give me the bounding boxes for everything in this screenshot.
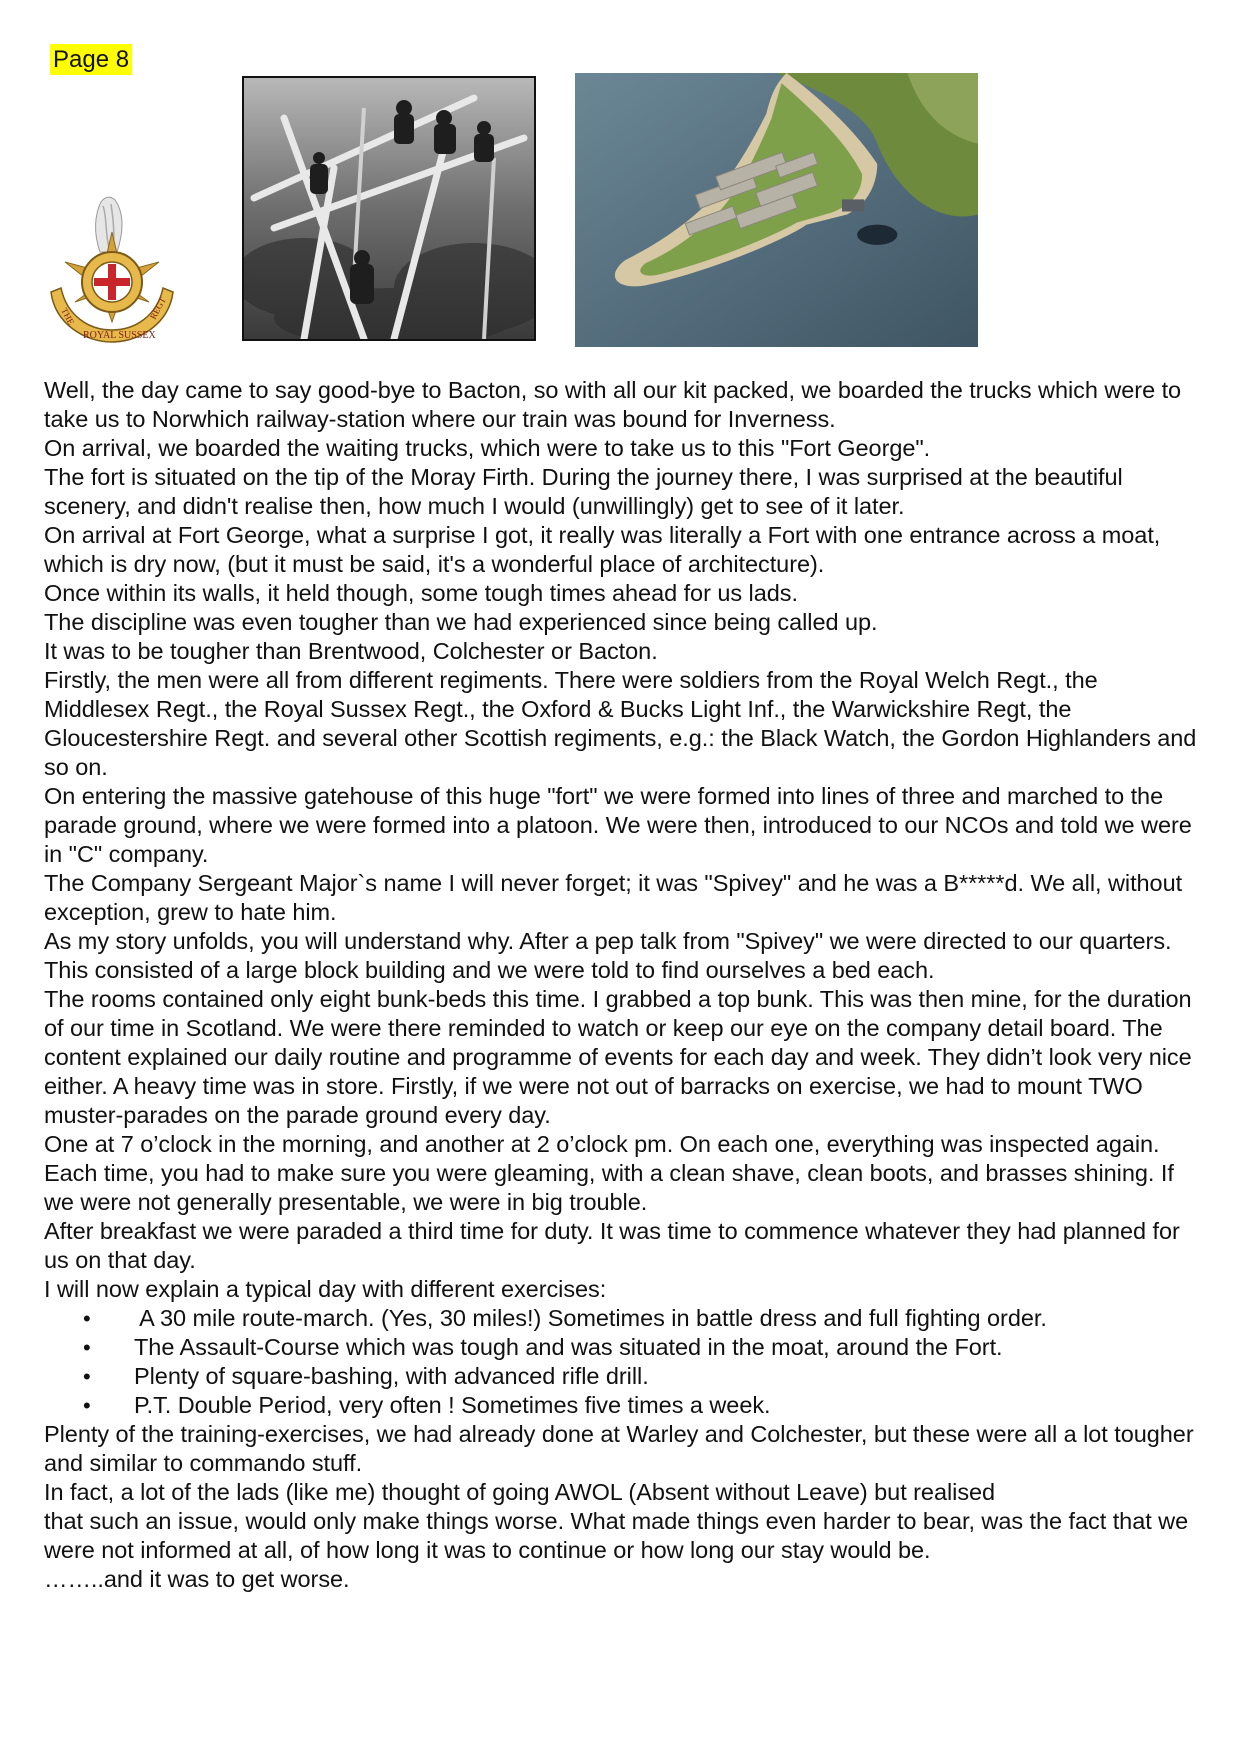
- list-item-text: P.T. Double Period, very often ! Sometimes five times a week.: [134, 1392, 771, 1418]
- story-paragraph: It was to be tougher than Brentwood, Colchester or Bacton.: [44, 638, 658, 664]
- bullet-icon: •: [83, 1393, 91, 1418]
- story-paragraph: The fort is situated on the tip of the Moray Firth. During the journey there, I was surprised at the beautiful scenery, and didn't realise then, how much I would (unwillingly) get to see of it later.: [44, 464, 1123, 519]
- bullet-icon: •: [83, 1335, 91, 1360]
- story-paragraph: I will now explain a typical day with different exercises:: [44, 1276, 607, 1302]
- story-paragraph: On entering the massive gatehouse of this huge "fort" we were formed into lines of three and marched to the parade ground, where we were formed into a platoon. We were then, introduced to our NCOs and told we were in "C" company.: [44, 783, 1192, 867]
- badge-text-right: REGT: [147, 295, 168, 321]
- exercise-list: [44, 1304, 1199, 1420]
- story-body: [44, 376, 1199, 1594]
- story-paragraph: On arrival, we boarded the waiting trucks, which were to take us to this "Fort George".: [44, 435, 931, 461]
- story-paragraph: Well, the day came to say good-bye to Bacton, so with all our kit packed, we boarded the trucks which were to take us to Norwhich railway-station where our train was bound for Inverness.: [44, 377, 1182, 432]
- bullet-icon: •: [83, 1306, 91, 1331]
- story-paragraph: One at 7 o’clock in the morning, and another at 2 o’clock pm. On each one, everything was inspected again. Each time, you had to make sure you were gleaming, with a clean shave, clean boots, and brasses shining. If we were not generally presentable, we were in big trouble.: [44, 1131, 1174, 1215]
- soldiers-assault-course-photo-icon: [242, 76, 536, 341]
- story-paragraph: Firstly, the men were all from different regiments. There were soldiers from the Royal Welch Regt., the Middlesex Regt., the Royal Sussex Regt., the Oxford & Bucks Light Inf., the Warwickshire Regt, the Gloucestershire Regt. and several other Scottish regiments, e.g.: the Black Watch, the Gordon Highlanders and so on.: [44, 667, 1197, 780]
- story-paragraph: ……..and it was to get worse.: [44, 1566, 350, 1592]
- bullet-icon: •: [83, 1364, 91, 1389]
- story-paragraph: After breakfast we were paraded a third time for duty. It was time to commence whatever they had planned for us on that day.: [44, 1218, 1180, 1273]
- story-paragraph: Plenty of the training-exercises, we had already done at Warley and Colchester, but these were all a lot tougher and similar to commando stuff.: [44, 1421, 1194, 1476]
- list-item-text: Plenty of square-bashing, with advanced rifle drill.: [134, 1363, 649, 1389]
- story-paragraph: that such an issue, would only make things worse. What made things even harder to bear, was the fact that we were not informed at all, of how long it was to continue or how long our stay would be.: [44, 1508, 1189, 1563]
- story-paragraph: On arrival at Fort George, what a surprise I got, it really was literally a Fort with one entrance across a moat, which is dry now, (but it must be said, it's a wonderful place of architecture).: [44, 522, 1161, 577]
- royal-sussex-regiment-badge-icon: [45, 192, 180, 347]
- list-item: [44, 1333, 1199, 1362]
- list-item: [44, 1304, 1199, 1333]
- story-paragraph: Once within its walls, it held though, some tough times ahead for us lads.: [44, 580, 798, 606]
- list-item-text: The Assault-Course which was tough and was situated in the moat, around the Fort.: [134, 1334, 1003, 1360]
- list-item-text: A 30 mile route-march. (Yes, 30 miles!) Sometimes in battle dress and full fighting order.: [134, 1305, 1047, 1331]
- story-paragraph: In fact, a lot of the lads (like me) thought of going AWOL (Absent without Leave) but realised: [44, 1479, 996, 1505]
- badge-text-left: THE: [59, 306, 77, 327]
- story-paragraph: The rooms contained only eight bunk-beds this time. I grabbed a top bunk. This was then mine, for the duration of our time in Scotland. We were there reminded to watch or keep our eye on the company detail board. The content explained our daily routine and programme of events for each day and week. They didn’t look very nice either. A heavy time was in store. Firstly, if we were not out of barracks on exercise, we had to mount TWO muster-parades on the parade ground every day.: [44, 986, 1192, 1128]
- story-paragraph: The Company Sergeant Major`s name I will never forget; it was "Spivey" and he was a B*****d. We all, without exception, grew to hate him.: [44, 870, 1183, 925]
- list-item: [44, 1391, 1199, 1420]
- story-paragraph: As my story unfolds, you will understand why. After a pep talk from "Spivey" we were directed to our quarters. This consisted of a large block building and we were told to find ourselves a bed each.: [44, 928, 1172, 983]
- fort-george-aerial-photo-icon: [575, 73, 978, 347]
- list-item: [44, 1362, 1199, 1391]
- page-number-label: Page 8: [50, 44, 132, 75]
- badge-text-bottom: ROYAL SUSSEX: [83, 330, 156, 341]
- story-paragraph: The discipline was even tougher than we had experienced since being called up.: [44, 609, 878, 635]
